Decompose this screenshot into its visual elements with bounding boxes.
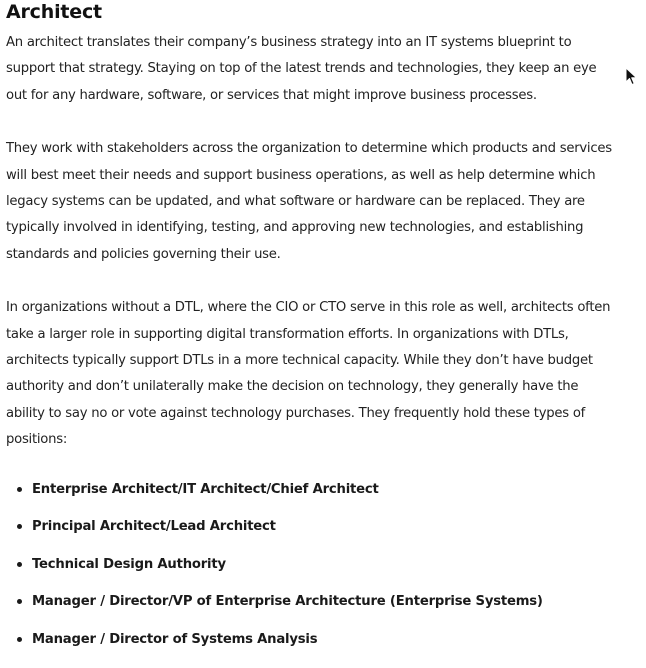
position-label: Enterprise Architect/IT Architect/Chief Architect	[32, 481, 379, 497]
mouse-pointer-icon	[625, 67, 639, 87]
bullet-icon	[17, 487, 22, 492]
section-title: Architect	[6, 1, 102, 23]
paragraph-stakeholders: They work with stakeholders across the organization to determine which products and services will best meet their needs and support business operations, as well as help determine which legacy systems can be updated, and what software or hardware can be replaced. They are typically involved in identifying, testing, and approving new technologies, and establishing standards and policies governing their use.	[6, 141, 612, 262]
bullet-icon	[17, 562, 22, 567]
bullet-icon	[17, 637, 22, 642]
positions-list	[6, 481, 616, 668]
list-item	[6, 518, 616, 556]
position-label: Principal Architect/Lead Architect	[32, 519, 276, 535]
paragraph-intro: An architect translates their company’s business strategy into an IT systems blueprint to support that strategy. Staying on top of the latest trends and technologies, they keep an eye out for any hardware, software, or services that might improve business processes.	[6, 35, 597, 103]
position-label: Manager / Director/VP of Enterprise Architecture (Enterprise Systems)	[32, 594, 543, 610]
list-item	[6, 556, 616, 594]
article-section	[6, 0, 616, 668]
list-item	[6, 631, 616, 668]
bullet-icon	[17, 524, 22, 529]
position-label: Technical Design Authority	[32, 556, 226, 572]
list-item	[6, 593, 616, 631]
bullet-icon	[17, 599, 22, 604]
position-label: Manager / Director of Systems Analysis	[32, 631, 318, 647]
paragraph-organizations: In organizations without a DTL, where the CIO or CTO serve in this role as well, architects often take a larger role in supporting digital transformation efforts. In organizations with DTLs, architects typically support DTLs in a more technical capacity. While they don’t have budget authority and don’t unilaterally make the decision on technology, they generally have the ability to say no or vote against technology purchases. They frequently hold these types of positions:	[6, 300, 611, 448]
list-item	[6, 481, 616, 519]
